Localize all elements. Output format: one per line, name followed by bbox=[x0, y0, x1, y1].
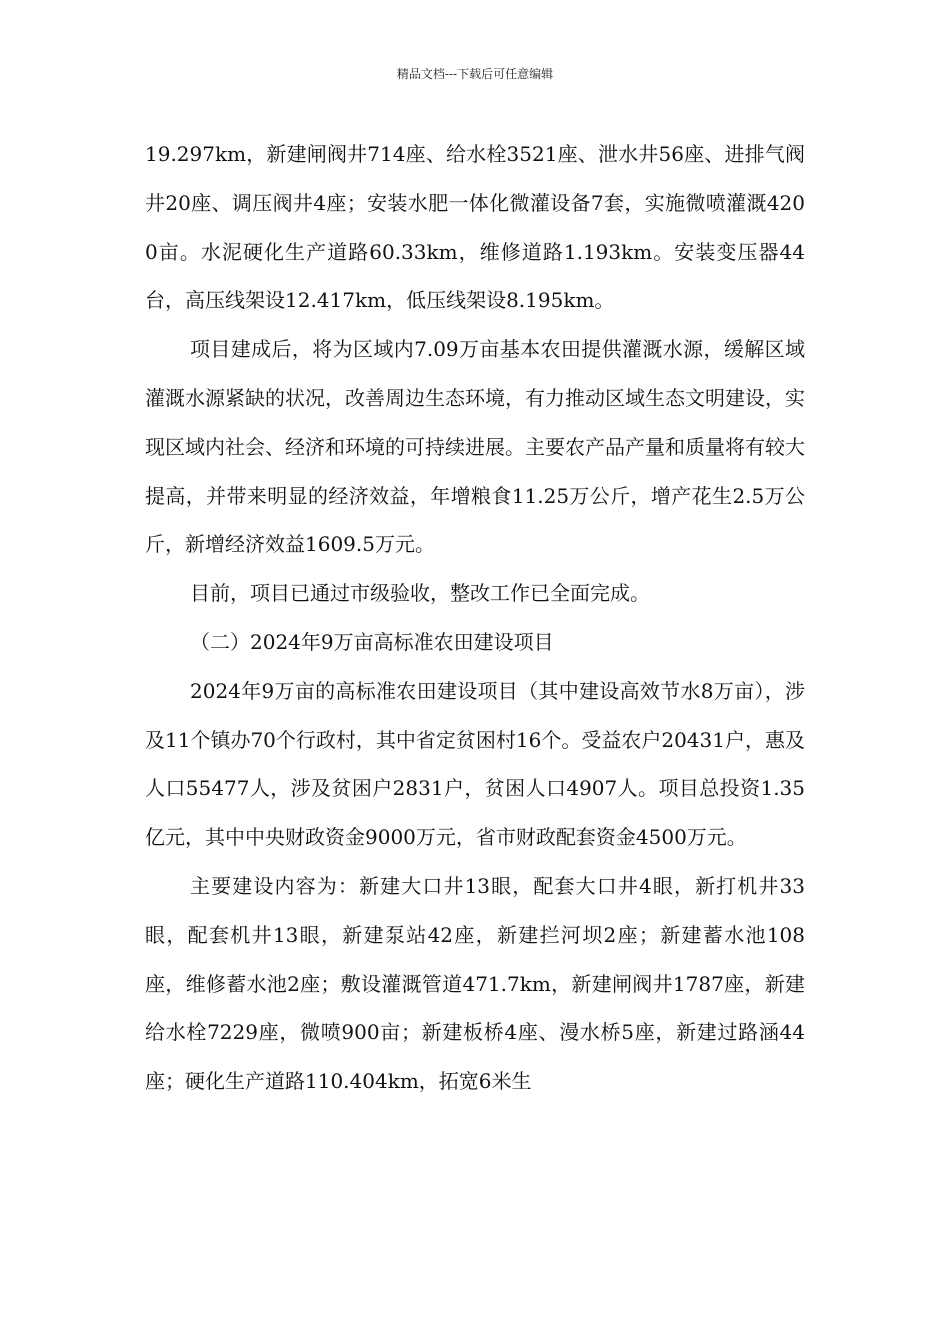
section-heading: （二）2024年9万亩高标准农田建设项目 bbox=[190, 629, 554, 654]
paragraph-construction-details: 19.297km，新建闸阀井714座、给水栓3521座、泄水井56座、进排气阀井20座、调压阀井4座；安装水肥一体化微灌设备7套，实施微喷灌溉4200亩。水泥硬化生产道路60.33km，维修道路1.193km。安装变压器44台，高压线架设12.417km，低压线架设8.195km。 bbox=[145, 142, 805, 313]
paragraph-main-construction: 主要建设内容为：新建大口井13眼，配套大口井4眼，新打机井33眼，配套机井13眼，新建泵站42座，新建拦河坝2座；新建蓄水池108座，维修蓄水池2座；敷设灌溉管道471.7km，新建闸阀井1787座，新建给水栓7229座，微喷900亩；新建板桥4座、漫水桥5座，新建过路涵44座；硬化生产道路110.404km，拓宽6米生 bbox=[145, 873, 805, 1094]
document-body bbox=[145, 130, 805, 1106]
page-header: 精品文档---下载后可任意编辑 bbox=[396, 67, 554, 81]
paragraph-project-benefits: 项目建成后，将为区域内7.09万亩基本农田提供灌溉水源，缓解区域灌溉水源紧缺的状况，改善周边生态环境，有力推动区域生态文明建设，实现区域内社会、经济和环境的可持续进展。主要农产品产量和质量将有较大提高，并带来明显的经济效益，年增粮食11.25万公斤，增产花生2.5万公斤，新增经济效益1609.5万元。 bbox=[145, 337, 805, 557]
paragraph-project-overview: 2024年9万亩的高标准农田建设项目（其中建设高效节水8万亩），涉及11个镇办70个行政村，其中省定贫困村16个。受益农户20431户，惠及人口55477人，涉及贫困户2831户，贫困人口4907人。项目总投资1.35亿元，其中中央财政资金9000万元，省市财政配套资金4500万元。 bbox=[145, 678, 805, 850]
paragraph-acceptance-status: 目前，项目已通过市级验收，整改工作已全面完成。 bbox=[190, 581, 650, 606]
